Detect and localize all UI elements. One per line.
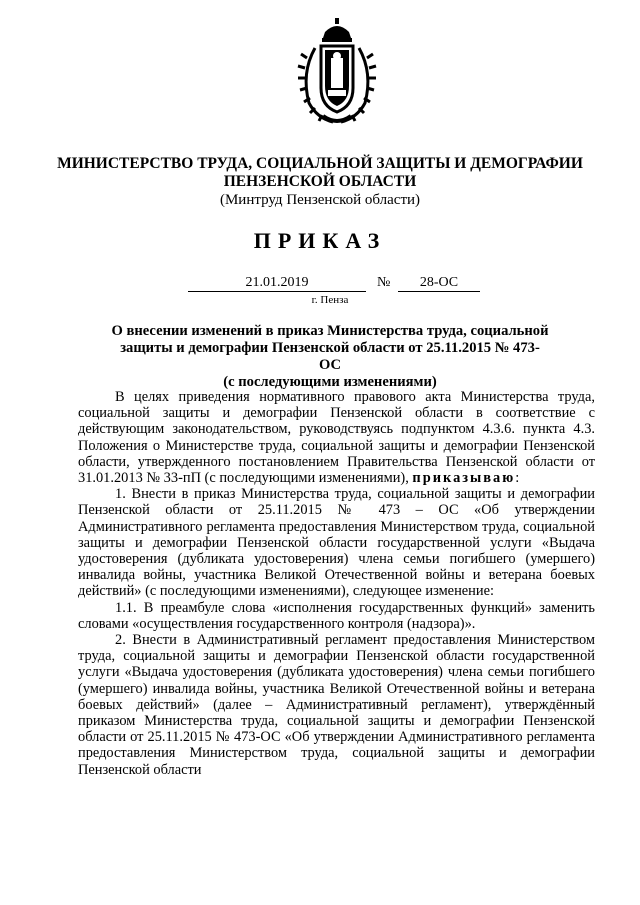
decree-word: приказываю bbox=[412, 470, 516, 487]
document-type-title: ПРИКАЗ bbox=[253, 228, 387, 253]
order-city: г. Пенза bbox=[311, 294, 349, 306]
item-2: 2. Внести в Административный регламент предоставления Министерством труда, социальной защиты и демографии Пензенской области государственной услуги «Выдача удостоверения (дубликата удостоверения) члена семьи погибшего (умершего) инвалида войны, участника Великой Отечественной войны и ветерана боевых действий» (далее – Административный регламент), утверждённый приказом Министерства труда, социальной защиты и демографии Пензенской области от 25.11.2015 № 473-ОС «Об утверждении Административного регламента предоставления Министерством труда, социальной защиты и демографии Пензенской области bbox=[78, 632, 595, 778]
order-meta bbox=[0, 275, 640, 295]
order-date: 21.01.2019 bbox=[188, 275, 366, 292]
number-sign: № bbox=[377, 275, 391, 290]
ministry-name-line1: МИНИСТЕРСТВО ТРУДА, СОЦИАЛЬНОЙ ЗАЩИТЫ И ДЕМОГРАФИИ bbox=[57, 155, 583, 172]
intro-text: В целях приведения нормативного правового акта Министерства труда, социальной защиты и демографии Пензенской области в соответствие с действующим законодательством, руководствуясь подпунктом 4.3.6. пункта 4.3. Положения о Министерстве труда, социальной защиты и демографии Пензенской области, утвержденного постановлением Правительства Пензенской области от 31.01.2013 № 33-пП (с последующими изменениями), bbox=[78, 389, 595, 487]
subject-line1: О внесении изменений в приказ Министерства труда, социальной bbox=[111, 323, 549, 339]
subject-line2: защиты и демографии Пензенской области от 25.11.2015 № 473-ОС bbox=[120, 340, 540, 373]
order-number: 28-ОС bbox=[398, 275, 480, 292]
item-1-1: 1.1. В преамбуле слова «исполнения государственных функций» заменить словами «осуществления государственного контроля (надзора)». bbox=[78, 599, 595, 632]
order-subject bbox=[110, 323, 550, 391]
ministry-name bbox=[0, 155, 640, 191]
coat-of-arms-icon bbox=[295, 18, 379, 126]
intro-paragraph bbox=[78, 389, 595, 486]
order-body bbox=[78, 389, 595, 778]
item-1: 1. Внести в приказ Министерства труда, социальной защиты и демографии Пензенской области от 25.11.2015 № 473 – ОС «Об утверждении Административного регламента предоставления Министерством труда, социальной защиты и демографии Пензенской области государственной услуги «Выдача удостоверения (дубликата удостоверения) члена семьи погибшего (умершего) инвалида войны, участника Великой Отечественной войны и ветерана боевых действий» (с последующими изменениями), следующее изменение: bbox=[78, 486, 595, 600]
ministry-short-name: (Минтруд Пензенской области) bbox=[219, 192, 421, 208]
subject-line3: (с последующими изменениями) bbox=[223, 374, 437, 390]
decree-colon: : bbox=[515, 470, 520, 487]
ministry-name-line2: ПЕНЗЕНСКОЙ ОБЛАСТИ bbox=[223, 173, 417, 190]
